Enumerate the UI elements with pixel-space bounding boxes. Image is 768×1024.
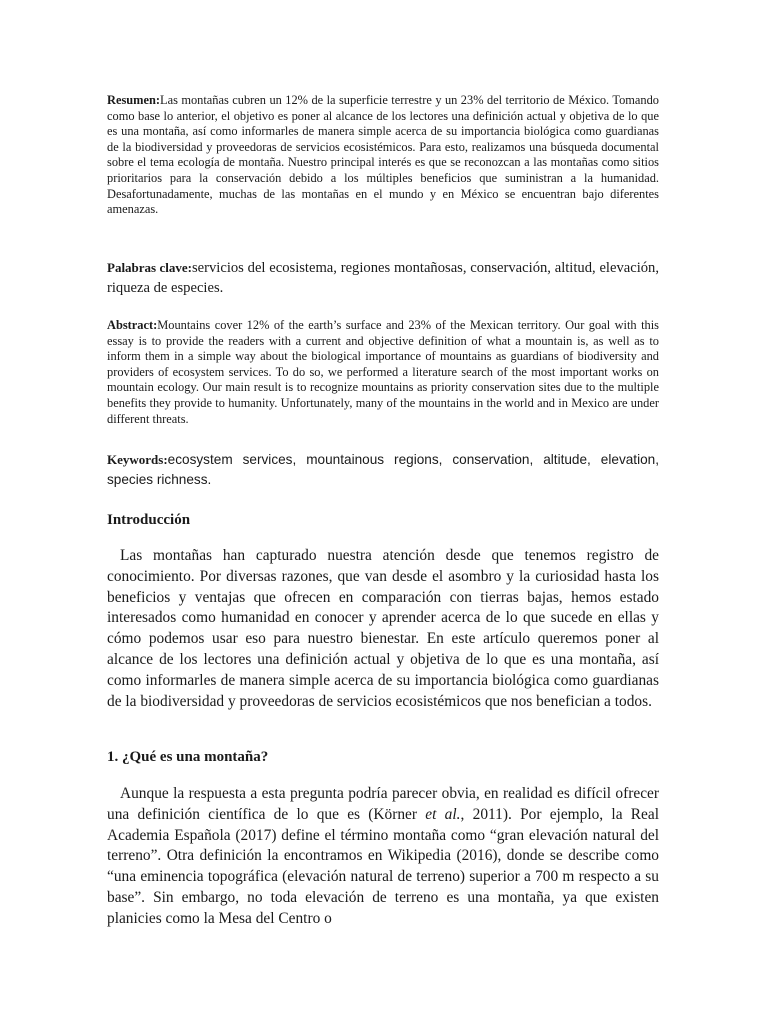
abstract-paragraph	[107, 318, 659, 427]
resumen-text: Las montañas cubren un 12% de la superficie terrestre y un 23% del territorio de México. Tomando como base lo anterior, el objetivo es poner al alcance de los lectores una definición actual y objetiva de lo que es una montaña, así como informarles de manera simple acerca de su importancia biológica como guardianas de la biodiversidad y proveedoras de servicios ecosistémicos. Para esto, realizamos una búsqueda documental sobre el tema ecología de montaña. Nuestro principal interés es que se reconozcan a las montañas como sitios prioritarios para la conservación debido a los múltiples beneficios que suministran a la humanidad. Desafortunadamente, muchas de las montañas en el mundo y en México se encuentran bajo diferentes amenazas.	[107, 93, 659, 217]
section-1-paragraph	[107, 784, 659, 930]
keywords-label: Keywords:	[107, 452, 168, 467]
keywords-text: ecosystem services, mountainous regions, conservation, altitude, elevation, species richness.	[107, 452, 659, 487]
introduccion-heading: Introducción	[107, 512, 191, 528]
keywords-paragraph	[107, 450, 659, 490]
abstract-text: Mountains cover 12% of the earth’s surface and 23% of the Mexican territory. Our goal with this essay is to provide the readers with a current and objective definition of what a mountain is, as well as to inform them in a simple way about the biological importance of mountains as guardians of biodiversity and providers of ecosystem services. To do so, we performed a literature search of the most important works on mountain ecology. Our main result is to recognize mountains as priority conservation sites due to the multiple benefits they provide to humanity. Unfortunately, many of the mountains in the world and in Mexico are under different threats.	[107, 318, 659, 426]
introduccion-paragraph	[107, 546, 659, 712]
palabras-clave-paragraph	[107, 258, 659, 298]
section-1-text-rest: , 2011). Por ejemplo, la Real Academia Española (2017) define el término montaña como “gran elevación natural del terreno”. Otra definición la encontramos en Wikipedia (2016), donde se describe como “una eminencia topográfica (elevación natural de terreno) superior a 700 m respecto a su base”. Sin embargo, no toda elevación de terreno es una montaña, ya que existen planicies como la Mesa del Centro o	[107, 805, 659, 927]
section-1-text-start: Aunque la respuesta a esta pregunta podría parecer obvia, en realidad es difícil ofrecer una definición científica de lo que es (Körner	[107, 785, 659, 823]
palabras-clave-label: Palabras clave:	[107, 260, 192, 275]
resumen-label: Resumen:	[107, 93, 160, 107]
section-1-etal: et al.	[425, 805, 461, 823]
resumen-paragraph	[107, 93, 659, 218]
abstract-label: Abstract:	[107, 318, 158, 332]
section-1-heading: 1. ¿Qué es una montaña?	[107, 749, 269, 765]
introduccion-text: Las montañas han capturado nuestra atención desde que tenemos registro de conocimiento. Por diversas razones, que van desde el asombro y la curiosidad hasta los beneficios y ventajas que ofrecen en comparación con tierras bajas, hemos estado interesados como humanidad en conocer y aprender acerca de lo que sucede en ellas y cómo podemos usar eso para nuestro bienestar. En este artículo queremos poner al alcance de los lectores una definición actual y objetiva de lo que es una montaña, así como informarles de manera simple acerca de su importancia biológica como guardianas de la biodiversidad y proveedoras de servicios ecosistémicos que nos benefician a todos.	[107, 547, 659, 710]
palabras-clave-text: servicios del ecosistema, regiones montañosas, conservación, altitud, elevación, riqueza de especies.	[107, 260, 660, 296]
